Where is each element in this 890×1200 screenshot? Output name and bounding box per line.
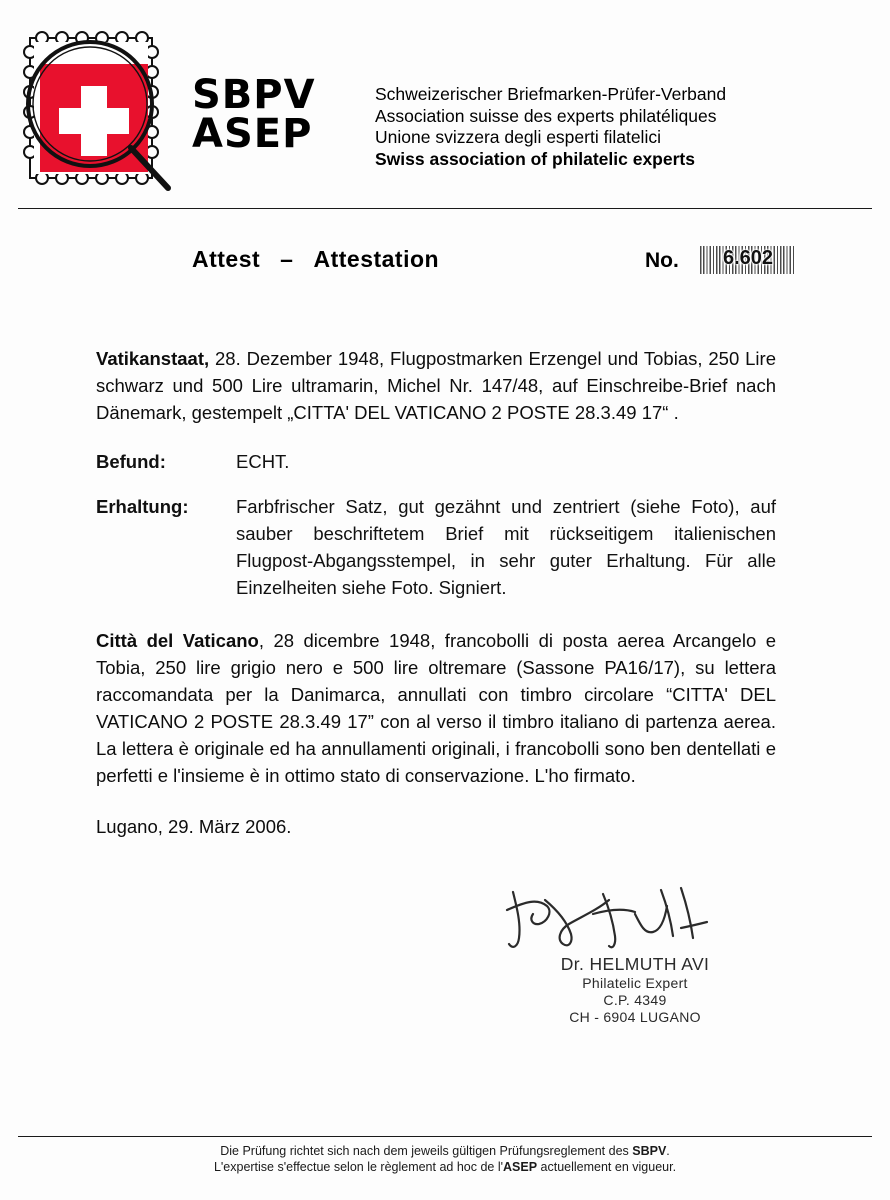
footer-line-fr [0, 1159, 890, 1175]
certificate-number-box [700, 246, 796, 274]
footer-divider [18, 1136, 872, 1137]
org-name-de: Schweizerischer Briefmarken-Prüfer-Verband [375, 84, 727, 104]
expert-name: Dr. HELMUTH AVI [560, 954, 710, 974]
footer-line-de [0, 1143, 890, 1159]
befund-row [96, 448, 776, 475]
expert-address-line-1: C.P. 4349 [603, 992, 667, 1008]
logo-acronym [192, 72, 316, 157]
organisation-names [375, 84, 726, 170]
title-row [0, 246, 890, 286]
befund-value: ECHT. [236, 451, 290, 472]
document-header [0, 0, 890, 210]
acronym-asep: ASEP [192, 111, 313, 157]
title-attestation: Attestation [313, 246, 440, 272]
title-dash: – [280, 246, 294, 272]
page-title [192, 246, 439, 273]
footer-de-bold: SBPV [632, 1144, 667, 1158]
footer-fr-pre: L'expertise s'effectue selon le règlement ad hoc de l' [213, 1160, 504, 1174]
italian-description-paragraph [96, 627, 776, 789]
title-attest: Attest [192, 246, 261, 272]
handwritten-signature [485, 880, 785, 960]
logo-svg [18, 18, 188, 193]
expert-title: Philatelic Expert [582, 975, 688, 991]
italian-description-text: , 28 dicembre 1948, francobolli di posta aerea Arcangelo e Tobia, 250 lire grigio nero e 500 lire oltremare (Sassone PA16/17), su lettera raccomandata per la Danimarca, annullati con timbro circolare “CITTA' DEL VATICANO 2 POSTE 28.3.49 17” con al verso il timbro italiano di partenza aerea. La lettera è originale ed ha annullamenti originali, i francobolli sono ben dentellati e perfetti e l'insieme è in ottimo stato di conservazione. L'ho firmato. [96, 630, 776, 786]
sbpv-asep-logo [18, 18, 188, 193]
erhaltung-label: Erhaltung: [96, 496, 189, 517]
document-footer [0, 1143, 890, 1175]
document-body [96, 345, 776, 840]
german-description-paragraph [96, 345, 776, 426]
footer-fr-bold: ASEP [503, 1160, 538, 1174]
org-name-it: Unione svizzera degli esperti filatelici [375, 127, 661, 147]
org-name-fr: Association suisse des experts philatéliques [375, 105, 717, 126]
footer-de-pre: Die Prüfung richtet sich nach dem jeweils gültigen Prüfungsreglement des [220, 1144, 633, 1158]
org-name-en: Swiss association of philatelic experts [375, 148, 695, 169]
header-divider [18, 208, 872, 209]
signature-block [470, 880, 800, 1026]
italian-country-lead: Città del Vaticano [96, 630, 259, 651]
certificate-number: 6.602 [722, 247, 774, 269]
certificate-number-label: No. [645, 249, 679, 272]
german-description-text: 28. Dezember 1948, Flugpostmarken Erzengel und Tobias, 250 Lire schwarz und 500 Lire ultramarin, Michel Nr. 147/48, auf Einschreibe-Brief nach Dänemark, gestempelt „CITTA' DEL VATICANO 2 POSTE 28.3.49 17“ . [96, 348, 776, 423]
footer-fr-post: actuellement en vigueur. [537, 1160, 677, 1174]
place-and-date: Lugano, 29. März 2006. [96, 816, 292, 837]
befund-label: Befund: [96, 451, 166, 472]
acronym-sbpv: SBPV [192, 72, 316, 118]
german-country-lead: Vatikanstaat, [96, 348, 210, 369]
erhaltung-row [96, 493, 776, 601]
footer-de-post: . [666, 1144, 670, 1158]
expert-address-line-2: CH - 6904 LUGANO [569, 1009, 701, 1025]
erhaltung-value: Farbfrischer Satz, gut gezähnt und zentriert (siehe Foto), auf sauber beschriftetem Brief mit rückseitigem italienischen Flugpost-Abgangsstempel, in sehr guter Erhaltung. Für alle Einzelheiten siehe Foto. Signiert. [236, 496, 776, 598]
